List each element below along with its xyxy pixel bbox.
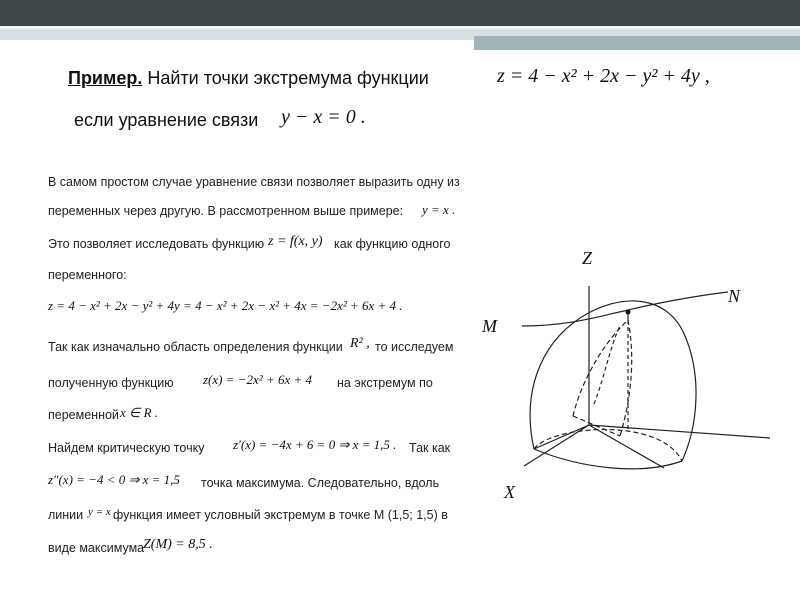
body-line-9-formula: z′(x) = −4x + 6 = 0 ⇒ x = 1,5 . — [233, 437, 397, 452]
function-formula: z = 4 − x² + 2x − y² + 4y , — [497, 65, 710, 87]
slide-accent-stripe — [0, 26, 800, 29]
body-line-7-formula: z(x) = −2x² + 6x + 4 — [203, 372, 313, 387]
body-line-3-formula: z = f(x, y) — [268, 234, 323, 249]
body-line-4: переменного: — [48, 268, 127, 282]
inner-curve-1 — [573, 320, 628, 416]
body-line-7a: полученную функцию — [48, 376, 174, 390]
body-line-6a: Так как изначально область определения функции — [48, 340, 343, 354]
label-z: Z — [582, 248, 593, 268]
body-line-6-formula: R² , — [350, 336, 370, 351]
body-line-6b: то исследуем — [375, 340, 454, 354]
body-line-9b: Так как — [409, 441, 451, 455]
body-line-3a: Это позволяет исследовать функцию — [48, 237, 265, 251]
line-mn — [522, 292, 728, 326]
y-axis — [589, 425, 770, 438]
body-line-11-formula: y = x — [88, 506, 111, 518]
constraint-text: если уравнение связи — [74, 110, 259, 130]
body-line-8-formula: x ∈ R . — [120, 405, 159, 420]
inner-curve-3 — [573, 416, 620, 436]
inner-curve-2 — [620, 320, 632, 436]
label-n: N — [728, 286, 741, 306]
body-line-11b: функция имеет условный экстремум в точке М (1,5; 1,5) в — [113, 508, 448, 522]
label-x: X — [504, 482, 515, 502]
body-line-2-formula: y = x . — [422, 202, 456, 217]
body-line-7b: на экстремум по — [337, 376, 433, 390]
body-line-12-formula: Z(M) = 8,5 . — [143, 537, 213, 552]
body-line-11a: линии — [48, 508, 84, 522]
example-text: Найти точки экстремума функции — [147, 68, 429, 88]
body-line-10-formula: z″(x) = −4 < 0 ⇒ x = 1,5 — [48, 472, 180, 487]
slide-accent-band-right — [474, 36, 800, 50]
label-m: M — [482, 316, 497, 336]
inner-diag — [594, 326, 620, 404]
point-m — [626, 310, 631, 315]
body-line-8a: переменной — [48, 408, 119, 422]
body-line-5-formula: z = 4 − x² + 2x − y² + 4y = 4 − x² + 2x − x² + 4x = −2x² + 6x + 4 . — [48, 298, 403, 313]
body-line-10b: точка максимума. Следовательно, вдоль — [201, 476, 440, 490]
slide-top-bar — [0, 0, 800, 26]
body-line-12a: виде максимума — [48, 541, 145, 555]
body-line-2: переменных через другую. В рассмотренном выше примере: — [48, 204, 404, 218]
surface-figure — [470, 236, 790, 506]
example-heading — [68, 68, 429, 89]
body-line-9a: Найдем критическую точку — [48, 441, 205, 455]
constraint-formula: y − x = 0 . — [281, 106, 366, 128]
base-line-2 — [534, 425, 589, 449]
body-line-1: В самом простом случае уравнение связи позволяет выразить одну из — [48, 175, 460, 189]
body-line-3b: как функцию одного — [334, 237, 451, 251]
example-label: Пример. — [68, 68, 143, 88]
